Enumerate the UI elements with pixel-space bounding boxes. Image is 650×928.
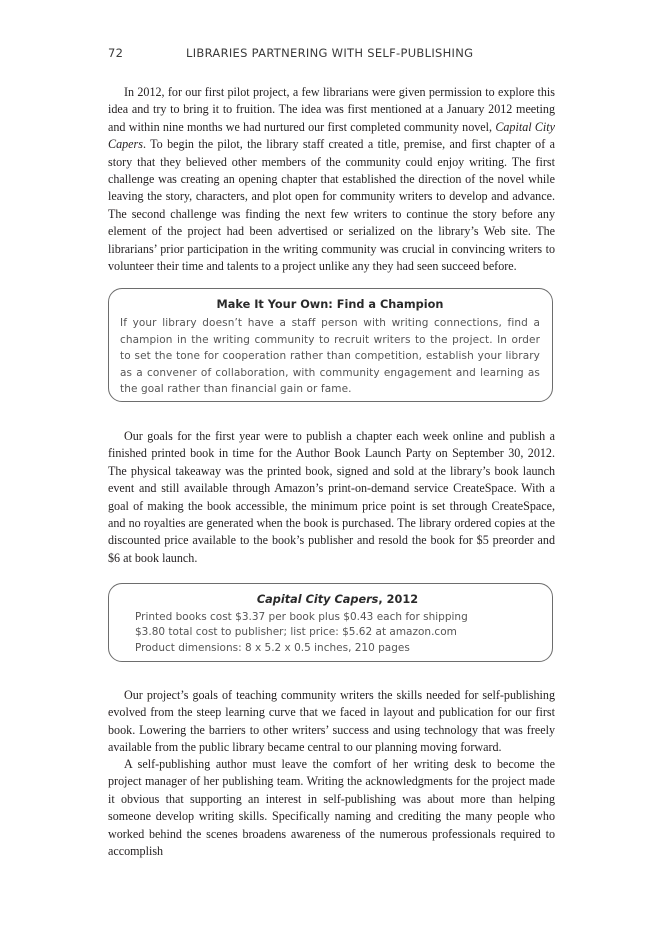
page-header — [108, 46, 548, 64]
sidebar-title — [135, 593, 540, 606]
running-head: LIBRARIES PARTNERING WITH SELF-PUBLISHING — [186, 46, 474, 60]
paragraph-self-publishing-author: A self-publishing author must leave the comfort of her writing desk to become the project manager of her publishing team. Writing the acknowledgments for the project made it obvious that supporting an interest in self-publishing was about more than helping someone develop writing skills. Specifically naming and crediting the many people who worked behind the scenes broadens awareness of the numerous professionals required to accomplish — [108, 757, 555, 859]
sidebar-text: If your library doesn’t have a staff person with writing connections, find a champion in the writing community to recruit writers to the project. In order to set the tone for cooperation rather than competition, establish your library as a convener of collaboration, with community engagement and learning as the goal rather than financial gain or fame. — [120, 317, 540, 396]
sidebar-title-year: , 2012 — [378, 593, 419, 606]
book-title-italic: Capital City Capers — [256, 593, 379, 606]
page-number: 72 — [108, 46, 124, 60]
paragraph-pilot-project — [108, 84, 555, 275]
book-title-italic: Capital City Capers — [108, 119, 556, 152]
dimensions-line: Product dimensions: 8 x 5.2 x 0.5 inches, 210 pages — [135, 641, 410, 654]
sidebar-find-a-champion — [108, 288, 553, 402]
sidebar-title: Make It Your Own: Find a Champion — [216, 298, 444, 311]
paragraph-first-year-goals: Our goals for the first year were to publish a chapter each week online and publish a finished printed book in time for the Author Book Launch Party on September 30, 2012. The physical takeaway was the printed book, signed and sold at the library’s book launch event and still available through Amazon’s print-on-demand service CreateSpace. With a goal of making the book accessible, the minimum price point is set through CreateSpace, and no royalties are generated when the book is purchased. The library ordered copies at the discounted price available to the book’s publisher and resold the book for $5 preorder and $6 at book launch. — [108, 429, 555, 565]
paragraph-project-goals: Our project’s goals of teaching community writers the skills needed for self-publishing evolved from the steep learning curve that we faced in layout and publication for our first book. Lowering the barriers to other writers’ success and using technology that was freely available from the public library became central to our planning moving forward. — [108, 688, 555, 755]
cost-line: Printed books cost $3.37 per book plus $0.43 each for shipping — [135, 611, 468, 623]
sidebar-book-costs — [108, 583, 553, 662]
price-line: $3.80 total cost to publisher; list price: $5.62 at amazon.com — [135, 626, 457, 639]
paragraph-text: . To begin the pilot, the library staff created a title, premise, and first chapter of a story that they believed other members of the community could enjoy writing. The first challenge was creating an opening chapter that established the direction of the novel while leaving the story, characters, and plot open for community writers to develop and advance. The second challenge was finding the next few writers to continue the story before any element of the project had been advertised or serialized on the library’s Web site. The librarians’ prior participation in the writing community was crucial in convincing writers to volunteer their time and talents to a project unlike any they had seen succeed before. — [108, 137, 555, 274]
paragraph-text: In 2012, for our first pilot project, a few librarians were given permission to explore this idea and try to bring it to fruition. The idea was first mentioned at a January 2012 meeting and within nine months we had nurtured our first completed community novel, — [108, 85, 555, 134]
